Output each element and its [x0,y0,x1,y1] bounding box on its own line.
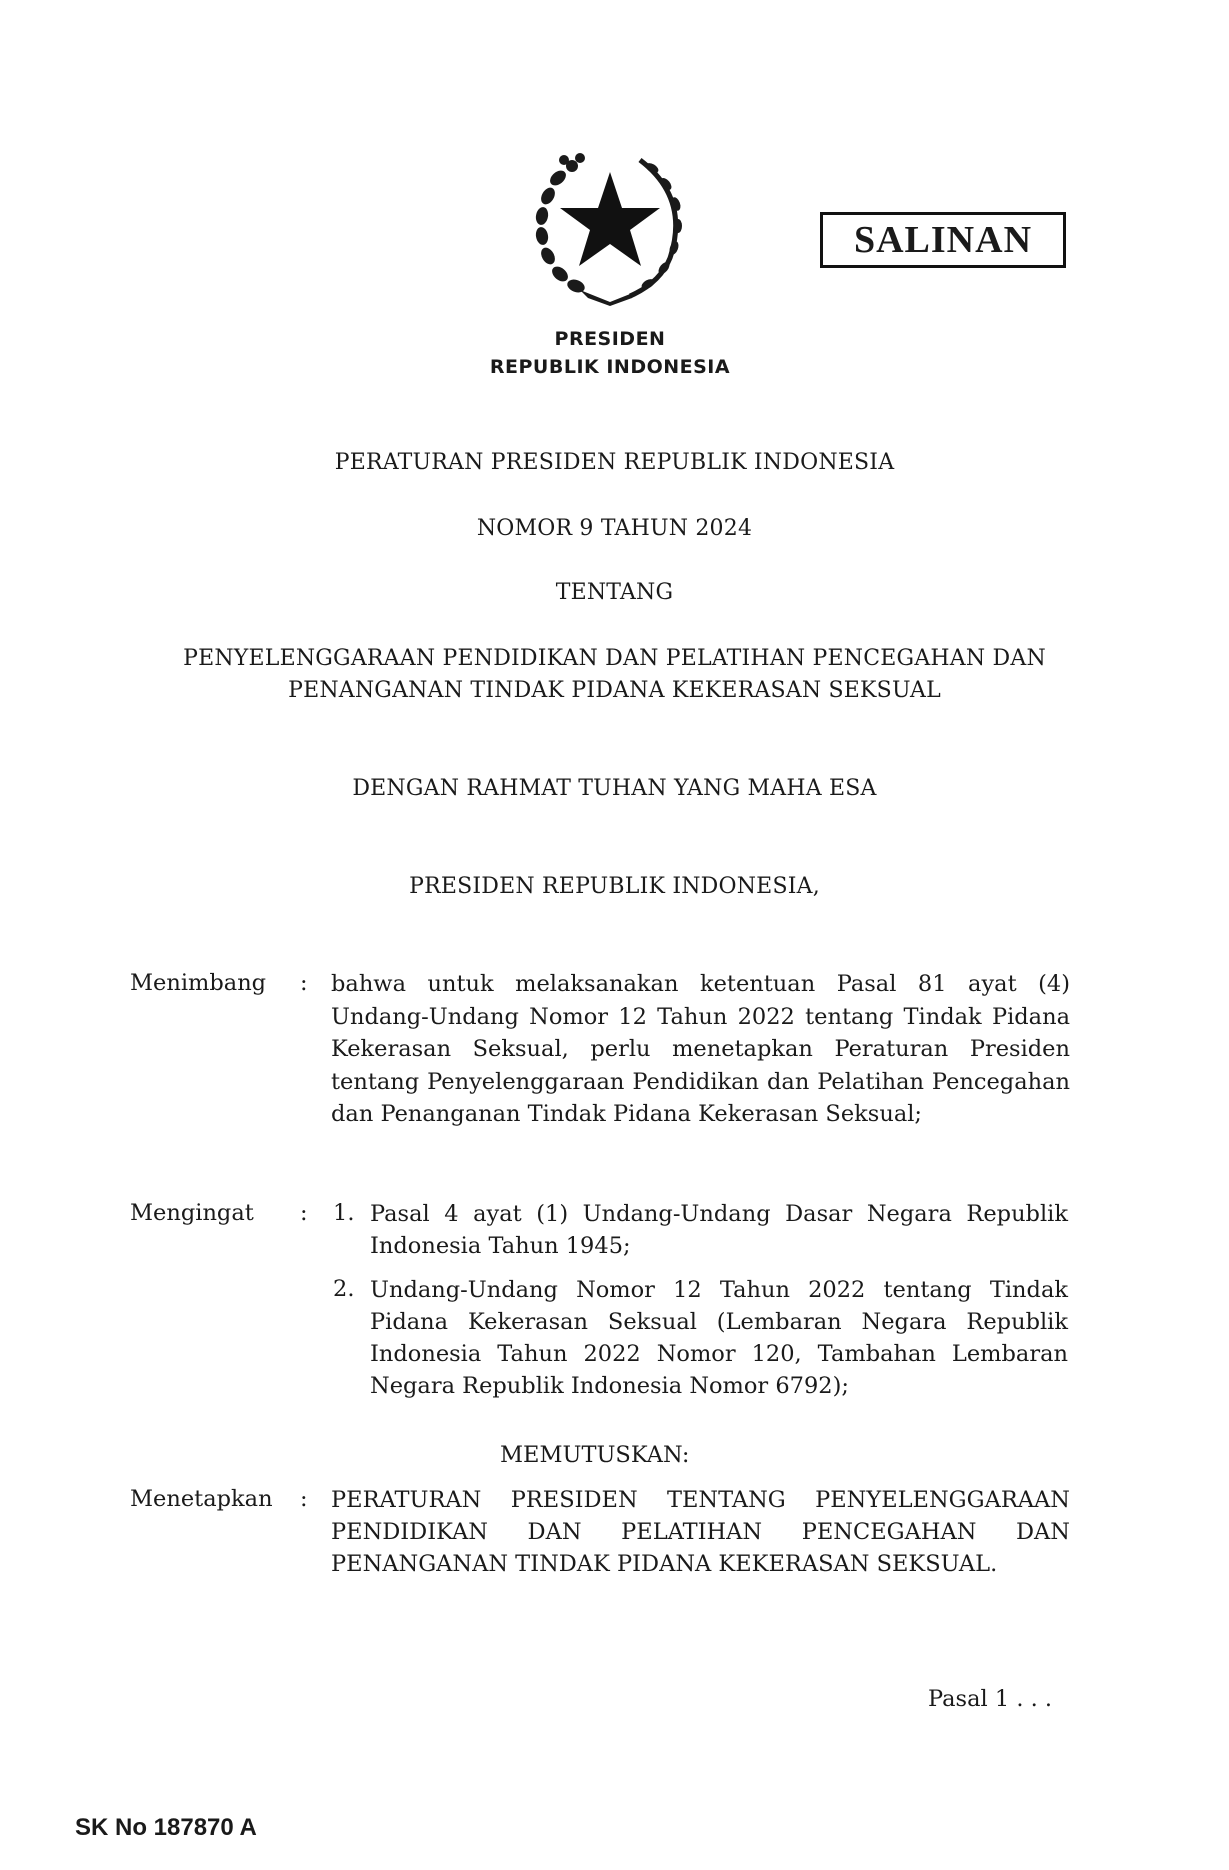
menimbang-colon: : [300,970,308,996]
memutuskan-heading: MEMUTUSKAN: [500,1442,690,1468]
menetapkan-label: Menetapkan [130,1486,273,1512]
president-heading: PRESIDEN REPUBLIK INDONESIA, [409,874,820,899]
menetapkan-colon: : [300,1486,308,1512]
salinan-stamp: SALINAN [820,212,1066,268]
mengingat-item-number: 2. [333,1276,355,1302]
invocation: DENGAN RAHMAT TUHAN YANG MAHA ESA [352,776,877,801]
regulation-number: NOMOR 9 TAHUN 2024 [476,516,753,541]
subject-line-2: PENANGANAN TINDAK PIDANA KEKERASAN SEKSUAL [288,678,941,703]
sk-number: SK No 187870 A [75,1814,257,1841]
emblem-caption-presiden: PRESIDEN [554,328,666,350]
menimbang-text: bahwa untuk melaksanakan ketentuan Pasal 81 ayat (4) Undang-Undang Nomor 12 Tahun 2022 tentang Tindak Pidana Kekerasan Seksual, perlu menetapkan Peraturan Presiden tentang Penyelenggaraan Pendidikan dan Pelatihan Pencegahan dan Penanganan Tindak Pidana Kekerasan Seksual; [331,971,1070,1127]
emblem-caption-republik: REPUBLIK INDONESIA [489,356,731,378]
mengingat-item-text: Pasal 4 ayat (1) Undang-Undang Dasar Negara Republik Indonesia Tahun 1945; [370,1201,1068,1259]
document-title: PERATURAN PRESIDEN REPUBLIK INDONESIA [334,450,895,475]
mengingat-label: Mengingat [130,1200,254,1226]
presidential-emblem-icon [520,138,700,308]
subject-line-1: PENYELENGGARAAN PENDIDIKAN DAN PELATIHAN PENCEGAHAN DAN [183,646,1046,671]
menimbang-label: Menimbang [130,970,267,996]
menetapkan-text: PERATURAN PRESIDEN TENTANG PENYELENGGARAAN PENDIDIKAN DAN PELATIHAN PENCEGAHAN DAN PENANGANAN TINDAK PIDANA KEKERASAN SEKSUAL. [331,1487,1070,1577]
page-continuation: Pasal 1 . . . [928,1686,1053,1712]
mengingat-colon: : [300,1200,308,1226]
tentang-heading: TENTANG [555,580,674,605]
mengingat-item-number: 1. [333,1200,355,1226]
mengingat-item-text: Undang-Undang Nomor 12 Tahun 2022 tentang Tindak Pidana Kekerasan Seksual (Lembaran Negara Republik Indonesia Tahun 2022 Nomor 120, Tambahan Lembaran Negara Republik Indonesia Nomor 6792); [370,1277,1068,1399]
